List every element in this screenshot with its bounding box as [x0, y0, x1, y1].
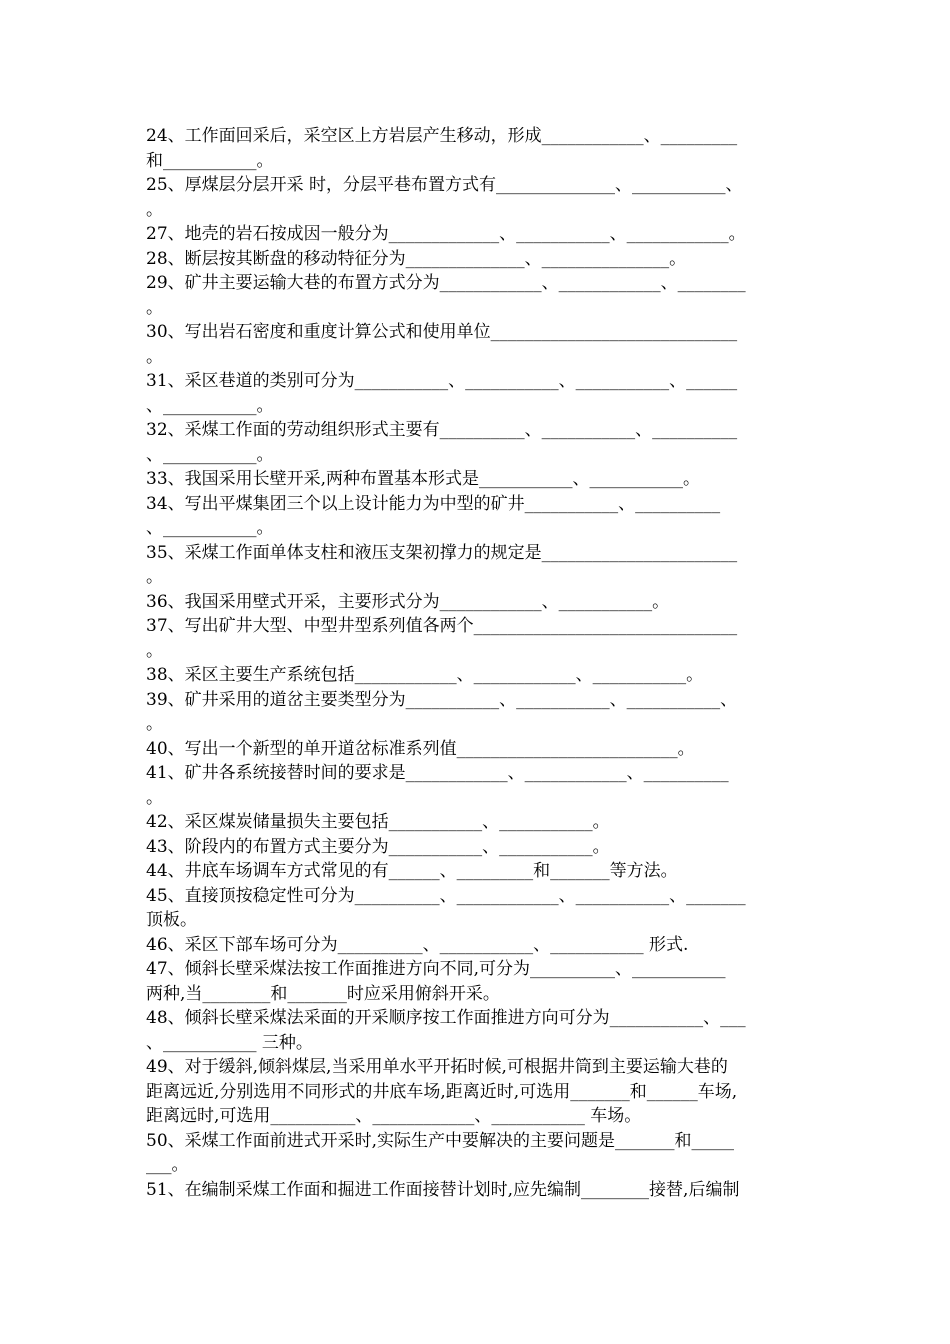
text-line: 、___________ 三种。	[146, 1032, 313, 1053]
text-line: 47、倾斜长壁采煤法按工作面推进方向不同,可分为__________、___________	[146, 959, 726, 979]
text-line: 39、矿井采用的道岔主要类型分为___________、___________、___________、	[146, 689, 738, 710]
text-line: 34、写出平煤集团三个以上设计能力为中型的矿井___________、__________	[146, 493, 721, 514]
text-line: 41、矿井各系统接替时间的要求是____________、____________、__________	[146, 763, 729, 783]
text-line: 。	[146, 297, 163, 318]
text-line: 33、我国采用长壁开采,两种布置基本形式是___________、___________。	[146, 469, 701, 489]
text-line: 38、采区主要生产系统包括____________、____________、___________。	[146, 665, 704, 685]
text-line: 42、采区煤炭储量损失主要包括___________、___________。	[146, 812, 610, 832]
text-line: 50、采煤工作面前进式开采时,实际生产中要解决的主要问题是_______和_____	[146, 1130, 735, 1151]
text-line: 44、井底车场调车方式常见的有______、_________和_______等方法。	[146, 861, 678, 881]
text-line: 37、写出矿井大型、中型井型系列值各两个_______________________________	[146, 616, 738, 636]
text-line: 、___________。	[146, 395, 274, 416]
text-line: 49、对于缓斜,倾斜煤层,当采用单水平开拓时候,可根据井筒到主要运输大巷的	[146, 1057, 728, 1077]
text-line: 29、矿井主要运输大巷的布置方式分为____________、____________、________	[146, 273, 746, 293]
text-line: 、___________。	[146, 444, 274, 465]
text-line: 和___________。	[146, 150, 274, 171]
text-line: 32、采煤工作面的劳动组织形式主要有__________、___________、__________	[146, 420, 738, 440]
text-line: 。	[146, 567, 163, 587]
text-line: 30、写出岩石密度和重度计算公式和使用单位_____________________________	[146, 322, 738, 342]
text-line: 43、阶段内的布置方式主要分为___________、___________。	[146, 836, 610, 857]
text-line: 。	[146, 714, 163, 734]
text-line: 两种,当________和_______时应采用俯斜开采。	[146, 983, 500, 1004]
text-line: 25、厚煤层分层开采 时，分层平巷布置方式有______________、___________、	[146, 175, 743, 195]
text-line: 31、采区巷道的类别可分为___________、___________、___________、______	[146, 371, 738, 391]
question-list	[146, 124, 810, 1202]
text-line: 。	[146, 787, 163, 808]
text-line: 28、断层按其断盘的移动特征分为______________、_______________。	[146, 248, 687, 269]
text-line: ___。	[146, 1155, 189, 1175]
text-line: 距离远近,分别选用不同形式的井底车场,距离近时,可选用_______和______车场,	[146, 1081, 738, 1102]
text-line: 51、在编制采煤工作面和掘进工作面接替计划时,应先编制________接替,后编制	[146, 1179, 740, 1200]
text-line: 。	[146, 346, 163, 367]
text-line: 36、我国采用壁式开采，主要形式分为____________、___________。	[146, 591, 670, 612]
text-line: 46、采区下部车场可分为__________、___________、___________ 形式.	[146, 934, 689, 955]
text-line: 45、直接顶按稳定性可分为__________、____________、___________、_______	[146, 885, 746, 906]
text-line: 顶板。	[146, 910, 197, 930]
text-line: 。	[146, 640, 163, 661]
text-line: 距离远时,可选用__________、____________、___________ 车场。	[146, 1106, 642, 1126]
text-line: 27、地壳的岩石按成因一般分为_____________、___________、____________。	[146, 224, 746, 244]
text-line: 24、工作面回采后，采空区上方岩层产生移动，形成____________、_________	[146, 126, 738, 146]
text-line: 40、写出一个新型的单开道岔标准系列值__________________________。	[146, 738, 695, 759]
text-line: 、___________。	[146, 518, 274, 538]
text-line: 。	[146, 199, 163, 220]
text-line: 35、采煤工作面单体支柱和液压支架初撑力的规定是_______________________	[146, 542, 738, 563]
text-line: 48、倾斜长壁采煤法采面的开采顺序按工作面推进方向可分为___________、___	[146, 1008, 746, 1028]
